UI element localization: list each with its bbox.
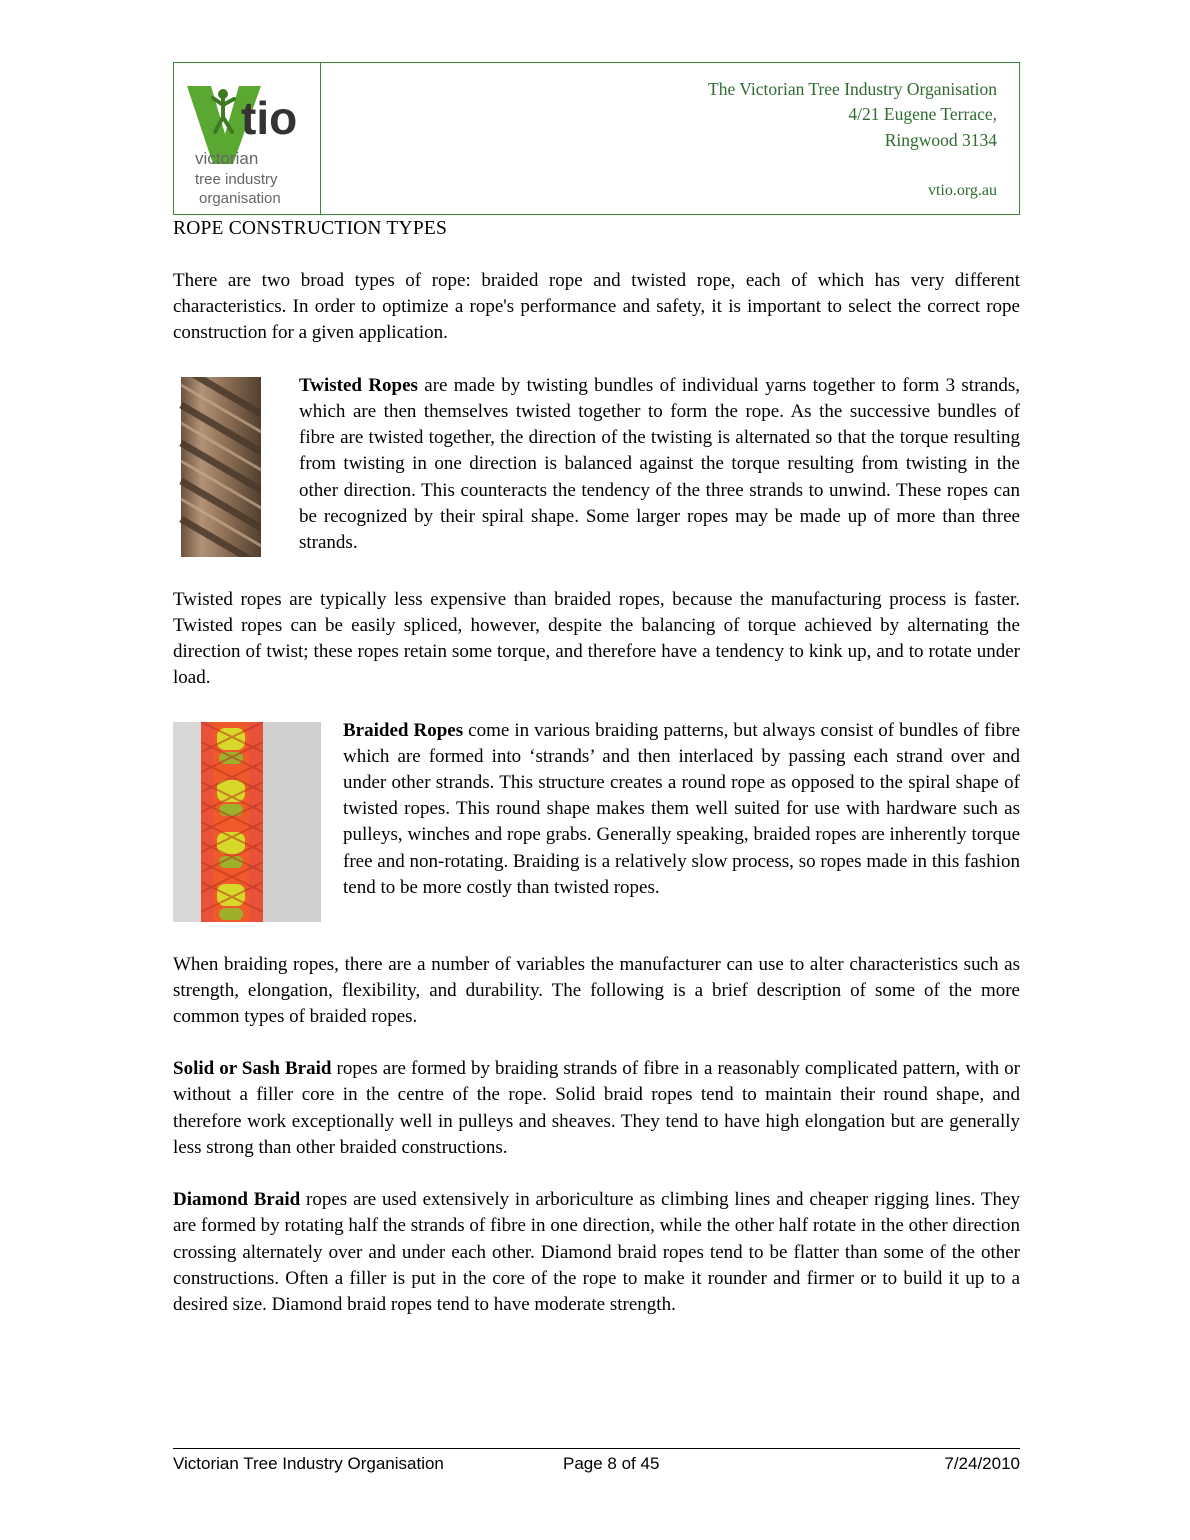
solid-sash-braid-heading: Solid or Sash Braid	[173, 1058, 332, 1080]
twisted-rope-section	[173, 373, 1020, 561]
twisted-rope-paragraph-2: Twisted ropes are typically less expensive than braided ropes, because the manufacturing process is faster. Twisted ropes can be easily spliced, however, despite the balancing of torque achieved by alternating the direction of twist; these ropes retain some torque, and therefore have a tendency to kink up, and to rotate under load.	[173, 588, 1020, 689]
twisted-rope-paragraph	[173, 373, 1020, 557]
svg-text:tree industry: tree industry	[195, 170, 278, 188]
svg-text:tio: tio	[241, 91, 298, 144]
footer-page-number: Page 8 of 45	[563, 1454, 660, 1473]
braided-rope-text: come in various braiding patterns, but always consist of bundles of fibre which are formed into ‘strands’ and then interlaced by passing each strand over and under other strands. This structure creates a round rope as opposed to the spiral shape of twisted ropes. This round shape makes them well suited for use with hardware such as pulleys, winches and rope grabs. Generally speaking, braided ropes are inherently torque free and non-rotating. Braiding is a relatively slow process, so ropes made in this fashion tend to be more costly than twisted ropes.	[343, 719, 1020, 898]
document-body	[173, 268, 1020, 1318]
solid-sash-braid-paragraph	[173, 1056, 1020, 1161]
document-header	[173, 62, 1020, 215]
header-address-block	[321, 63, 1019, 214]
header-logo-cell	[174, 63, 321, 214]
footer-date: 7/24/2010	[944, 1454, 1020, 1473]
page-footer	[173, 1448, 1020, 1474]
twisted-rope-icon	[173, 377, 277, 557]
vtio-logo-icon	[181, 72, 313, 206]
page-title: ROPE CONSTRUCTION TYPES	[173, 218, 448, 239]
braided-rope-heading: Braided Ropes	[343, 719, 464, 741]
intro-paragraph: There are two broad types of rope: braided rope and twisted rope, each of which has very different characteristics. In order to optimize a rope's performance and safety, it is important to select the correct rope construction for a given application.	[173, 270, 1020, 344]
twisted-rope-text: are made by twisting bundles of individual yarns together to form 3 strands, which are then themselves twisted together to form the rope. As the successive bundles of fibre are twisted together, the direction of the twisting is alternated so that the torque resulting from twisting in one direction is balanced against the torque resulting from twisting in the other direction. This counteracts the tendency of the three strands to unwind. These ropes can be recognized by their spiral shape. Some larger ropes may be made up of more than three strands.	[299, 374, 1020, 553]
footer-organisation: Victorian Tree Industry Organisation	[173, 1454, 444, 1473]
twisted-rope-image	[173, 377, 277, 557]
header-address-line1: 4/21 Eugene Terrace,	[848, 104, 997, 125]
braiding-variables-paragraph: When braiding ropes, there are a number of variables the manufacturer can use to alter characteristics such as strength, elongation, flexibility, and durability. The following is a brief description of some of the more common types of braided ropes.	[173, 953, 1020, 1027]
twisted-rope-heading: Twisted Ropes	[299, 374, 418, 396]
solid-sash-braid-text: ropes are formed by braiding strands of fibre in a reasonably complicated pattern, with or without a filler core in the centre of the rope. Solid braid ropes tend to maintain their round shape, and therefore work exceptionally well in pulleys and sheaves. They tend to have high elongation but are generally less strong than other braided constructions.	[173, 1058, 1020, 1158]
diamond-braid-heading: Diamond Braid	[173, 1189, 301, 1211]
svg-text:organisation: organisation	[199, 189, 281, 206]
header-address-line2: Ringwood 3134	[884, 129, 997, 150]
braided-rope-image	[173, 722, 321, 922]
header-org-name: The Victorian Tree Industry Organisation	[708, 79, 997, 99]
braided-rope-section	[173, 718, 1020, 926]
diamond-braid-paragraph	[173, 1187, 1020, 1318]
diamond-braid-text: ropes are used extensively in arboriculture as climbing lines and cheaper rigging lines. They are formed by rotating half the strands of fibre in one direction, while the other half rotate in the other direction crossing alternately over and under each other. Diamond braid ropes tend to be flatter than some of the other constructions. Often a filler is put in the core of the rope to make it rounder and firmer or to build it up to a desired size. Diamond braid ropes tend to have moderate strength.	[173, 1189, 1020, 1315]
svg-text:victorian: victorian	[195, 148, 259, 168]
vtio-logo	[181, 72, 313, 206]
braided-rope-icon	[173, 722, 321, 922]
header-website-link[interactable]: vtio.org.au	[927, 182, 997, 200]
